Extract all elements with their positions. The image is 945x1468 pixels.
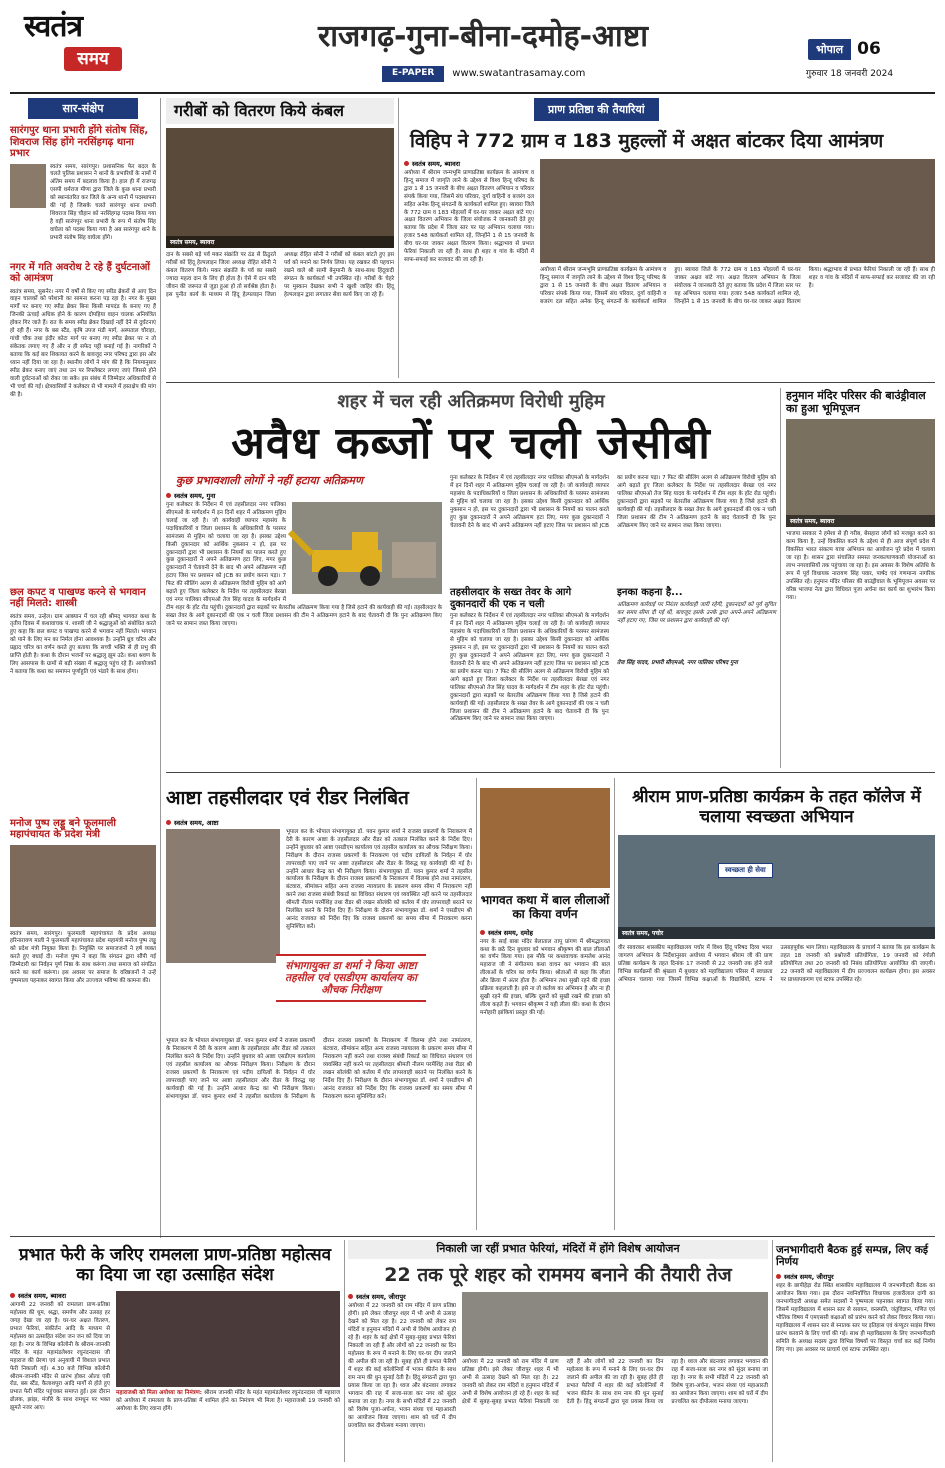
- prabhat-rule: [344, 1240, 345, 1462]
- ashta-story: [166, 778, 472, 1230]
- edition-box: [808, 38, 920, 60]
- edition-city: भोपाल: [808, 39, 851, 60]
- left-article4-title: मनोज पुष्प लड्डू बने फूलमाली महापंचायत के प्रदेश मंत्री: [10, 817, 116, 840]
- byline-dot-icon: [348, 1294, 353, 1299]
- ashta-body-a: भूपाल कर के भोपाल संभागायुक्त डॉ. पवन कुमार शर्मा ने राजस्व प्रकरणों के निराकरण में देरी के कारण आष्टा के तहसीलदार और रीडर को तत्काल निलंबित करने के निर्देश दिए। उन्होंने बुधवार को आष्टा एसडीएम कार्यालय एवं तहसील कार्यालय का औचक निरीक्षण किया। निरीक्षण के दौरान राजस्व प्रकरणों के निराकरण एवं पदीय दायित्वों के निर्वहन में घोर लापरवाही पाए जाने पर आष्टा तहसीलदार और रीडर के विरुद्ध यह कार्यवाही की गई है। उन्होंने आधार केन्द्र का भी निरीक्षण किया। संभागायुक्त डॉ. पवन कुमार शर्मा ने तहसील कार्यालय के निरीक्षण के दौरान राजस्व प्रकरणों के निराकरण में विलम्ब होने तथा नामांतरण, बंटवारा, सीमांकन सहित अन्य राजस्व न्यायालय के प्रकरण समय सीमा में निराकरण नहीं करने तथा राजस्व संबंधी रिकार्ड का विधिवत संधारण एवं व्यवस्थित नहीं करने पर तहसीलदार श्रीमती नीलम परमेंशिंह तथा रीडर श्री लखन सोलंकी को कर्तव्य में घोर लापरवाही बरतने पर निलंबित करने के निर्देश दिए हैं। निरीक्षण के दौरान संभागायुक्त डॉ. शर्मा ने एसडीएम श्री आनंद राजावत को निर्देश दिए कि राजस्व प्रकरणों का समय सीमा में निराकरण करना सुनिश्चित करें।: [286, 828, 472, 931]
- shriram-story: [618, 778, 935, 1230]
- ashta-body-b: भूपाल कर के भोपाल संभागायुक्त डॉ. पवन कुमार शर्मा ने राजस्व प्रकरणों के निराकरण में देरी के कारण आष्टा के तहसीलदार और रीडर को तत्काल निलंबित करने के निर्देश दिए। उन्होंने बुधवार को आष्टा एसडीएम कार्यालय एवं तहसील कार्यालय का औचक निरीक्षण किया। निरीक्षण के दौरान राजस्व प्रकरणों के निराकरण एवं पदीय दायित्वों के निर्वहन में घोर लापरवाही पाए जाने पर आष्टा तहसीलदार और रीडर के विरुद्ध यह कार्यवाही की गई है। उन्होंने आधार केन्द्र का भी निरीक्षण किया। संभागायुक्त डॉ. पवन कुमार शर्मा ने तहसील कार्यालय के निरीक्षण के दौरान राजस्व प्रकरणों के निराकरण में विलम्ब होने तथा नामांतरण, बंटवारा, सीमांकन सहित अन्य राजस्व न्यायालय के प्रकरण समय सीमा में निराकरण नहीं करने तथा राजस्व संबंधी रिकार्ड का विधिवत संधारण एवं व्यवस्थित नहीं करने पर तहसीलदार श्रीमती नीलम परमेंशिंह तथा रीडर श्री लखन सोलंकी को कर्तव्य में घोर लापरवाही बरतने पर निलंबित करने के निर्देश दिए हैं। निरीक्षण के दौरान संभागायुक्त डॉ. शर्मा ने एसडीएम श्री आनंद राजावत को निर्देश दिए कि राजस्व प्रकरणों का समय सीमा में निराकरण करना सुनिश्चित करें।: [166, 1038, 472, 1100]
- bhagwat-rule: [614, 778, 615, 1230]
- prabhat-story: [10, 1240, 340, 1462]
- byline-dot-icon: [10, 1293, 15, 1298]
- group-photo: [10, 845, 156, 927]
- bhagwat-title: भागवत कथा में बाल लीलाओं का किया वर्णन: [480, 893, 610, 921]
- bhagwat-story: [480, 788, 610, 1230]
- blanket-body: दान के सबसे बड़े पर्व मकर संक्रांति पर ठंड से ठिठुरते गरीबों को हिंदू हेल्पलाइन जिला अध्यक्ष रोहित सोनी ने कंबल वितरण किये। मकर संक्रांति के पर्व का सबसे ज्यादा महत्व दान के लिए ही होता है। ऐसे में दान यदि जीवन की जरूरत से जुड़ा हुआ हो तो सर्वश्रेष्ठ होता है। इस पुनीत कार्य के माध्यम से हिंदू हेल्पलाइन जिला अध्यक्ष रोहित सोनी ने गरीबों को कंबल बांटते हुए इस पर्व को मनाने का निर्णय लिया। यह रखकर की पहचान रखने वाले श्री सामी बेनुमानी के साथ-साथ हिंदूवादी संगठन के कार्यकर्ता भी उपस्थित रहे। गरीबों के चेहरे पर मुस्कान देखकर सभी ने खुशी जाहिर की। हिंदू हेल्पलाइन द्वारा लगातार सेवा कार्य किए जा रहे हैं।: [166, 252, 394, 299]
- logo-bottom: समय: [77, 48, 109, 69]
- prabhat-byline: स्वतंत्र समय, ब्यावरा: [10, 1291, 110, 1300]
- left-article3-title: छल कपट व पाखण्ड करने से भगवान नहीं मिलते: शास्त्री: [10, 586, 146, 609]
- quote-head: इनका कहना है...: [617, 587, 683, 599]
- bhagwat-byline: स्वतंत्र समय, दमोह: [480, 928, 610, 937]
- byline-dot-icon: [776, 1274, 781, 1279]
- shriram-photo: [618, 835, 935, 939]
- prabhat-inline-head: महाराजश्री को मिला अयोध्या का निमंत्रण:: [116, 1390, 203, 1397]
- officer-photo: [10, 164, 46, 208]
- jirapur-byline: स्वतंत्र समय, जीरापुर: [348, 1292, 456, 1301]
- encroach-rule: [780, 388, 781, 768]
- prabhat-photo: [116, 1291, 340, 1387]
- blanket-story: [166, 98, 394, 378]
- jirapur-story: [348, 1240, 768, 1462]
- vhp-story: [404, 98, 935, 378]
- byline-dot-icon: [404, 161, 409, 166]
- vhp-body-a: अयोध्या में श्रीराम जन्मभूमि प्राणप्रतिष्ठा कार्यक्रम के आमंत्रण व हिन्दू समाज में जागृति लाने के उद्देश्य से विश्व हिन्दू परिषद के द्वारा 1 से 15 जनवरी के बीच अक्षत वितरण अभियान व परिवार संपर्क किया गया, जिसमें संघ परिवार, दुर्गा वाहिनी व बजरंग दल सहित अनेक हिन्दू संगठनों के कार्यकर्ता शामिल हुए। ब्यावरा जिले के 772 ग्राम व 183 मोहल्लों में घर-घर जाकर अक्षत बांटे गए। अक्षत वितरण अभियान के जिला संयोजक ने जानकारी देते हुए बताया कि प्रदेश में जिला स्तर पर यह अभियान चलाया गया। हजार 548 कार्यकर्ता शामिल रहे, जिन्होंने 1 से 15 जनवरी के बीच घर-घर जाकर अक्षत वितरण किया। श्रद्धाभाव से प्रभात फेरियां निकाली जा रही हैं। साथ ही शहर व गांव के मंदिरों में साफ-सफाई कर सजावट की जा रही है।: [404, 169, 534, 264]
- encroach-body-a: गुना कलेक्टर के निर्देशन में एवं तहसीलदार नगर पालिका सीएमओ के मार्गदर्शन में इन दिनों शहर में अतिक्रमण मुहिम चलाई जा रही है। जो कार्यवाही व्यापार महासंघ के पदाधिकारियों व जिला प्रशासन के अधिकारियों के परस्पर सामंजस्य से मुहिम को चलाया जा रहा है। इसका उद्देश्य किसी दुकानदार को आर्थिक नुकसान न हो, इस पर दुकानदारों द्वारा भी प्रशासन के नियमों का पालन करते हुए कुछ दुकानदारों ने अपने अतिक्रमण हटा लिए, मगर कुछ दुकानदारों ने चेतावनी देने के बाद भी अपने अतिक्रमण नहीं हटाए जिस पर प्रशासन को JCB का प्रयोग करना पड़ा। 7 फिट की सीलिंग अलग से अतिक्रमण विरोधी मुहिम को आगे बढ़ाते हुए जिला कलेक्टर के निर्देश पर तहसीलदार बेरखा एवं नगर पालिका सीएमओ तेज सिंह यादव के मार्गदर्शन में टीम शहर के हॉट रोड पहुंची। दुकानदारों द्वारा सड़कों पर बेतरतीब अतिक्रमण किया गया है जिसे हटाने की कार्यवाही की गई। तहसीलदार के सख्त तेवर के आगे दुकानदारों की एक न चली जिला प्रशासन की टीम ने अतिक्रमण हटाने के बाद चेतावनी दी कि पुनः अतिक्रमण किए जाने पर सामान जब्त किया जाएगा।: [166, 501, 442, 627]
- ashta-pullquote: संभागायुक्त डा शर्मा ने किया आष्टा तहसील एवं एसडीएम कार्यालय का औचक निरीक्षण: [276, 954, 426, 1002]
- blanket-rule: [398, 98, 399, 378]
- jirapur-photo: [462, 1292, 768, 1356]
- jan-title: जनभागीदारी बैठक हुई सम्पन्न, लिए कई निर्णय: [776, 1244, 929, 1269]
- jirapur-title: 22 तक पूरे शहर को राममय बनाने की तैयारी तेज: [384, 1263, 732, 1286]
- masthead-rule: [10, 92, 935, 94]
- hanuman-photo: [786, 419, 935, 527]
- blanket-photo: [166, 128, 394, 248]
- bhagwat-body: नगर के साईं बाबा मंदिर बेलाताल तापू प्रांगण में श्रीमद्भागवत कथा के छठे दिन बुधवार को भगवान श्रीकृष्ण की बाल लीलाओं का वर्णन किया गया। इस मौके पर कथावाचक कमलेश आनंद महाराज जी ने संगीतमय कथा वाचन कर भगवान की बाल लीलाओं के चरित्र का वर्णन किया। श्रोताओं से कहा कि लीला और क्रिया में अंतर होता है। अभिमान तथा सुखी रहने की इच्छा प्रक्रिया कहलाती है। इसे ना तो कर्तव्य का अभिमान है और ना ही सुखी रहने की इच्छा, बल्कि दूसरों को सुखी रखने की इच्छा को लीला कहते हैं। भगवान श्रीकृष्ण ने यही लीला की। कथा के दौरान मनोहारी झांकियां प्रस्तुत की गईं।: [480, 938, 610, 1017]
- swachh-banner: स्वच्छता ही सेवा: [718, 863, 773, 878]
- bhagwat-photo: [480, 788, 610, 888]
- vhp-photo: [540, 159, 935, 263]
- byline-dot-icon: [166, 493, 171, 498]
- shriram-body: वीर सावरकर शासकीय महाविद्यालय पचोर में विश्व हिंदू परिषद दिव्य भारत जागरण अभियान के निर्देशानुसार अयोध्या में भगवान श्रीराम जी की प्राण प्रतिष्ठा कार्यक्रम के तहत दिनांक 17 जनवरी से 22 जनवरी तक होने वाले विभिन्न कार्यक्रमों की श्रृंखला में बुधवार को महाविद्यालय परिसर में स्वच्छता अभियान चलाया गया जिसमें विभिन्न कक्षाओं के विद्यार्थियों, स्टाफ ने उत्साहपूर्वक भाग लिया। महाविद्यालय के प्राचार्य ने बताया कि इस कार्यक्रम के तहत 18 जनवरी को प्रश्नोत्तरी प्रतियोगिता, 19 जनवरी को रंगोली प्रतियोगिता तथा 20 जनवरी को निबंध प्रतियोगिता आयोजित की जाएगी। 22 जनवरी को महाविद्यालय में दीप प्रज्ज्वलन कार्यक्रम होगा। इस अवसर पर प्राध्यापकगण एवं स्टाफ उपस्थित रहे।: [618, 945, 935, 983]
- encroach-title: अवैध कब्जों पर चली जेसीबी: [231, 417, 711, 469]
- ashta-rule: [476, 778, 477, 1230]
- encroach-story: [166, 388, 776, 768]
- row3-rule: [10, 1236, 935, 1237]
- shriram-title: श्रीराम प्राण-प्रतिष्ठा कार्यक्रम के तहत कॉलेज में चलाया स्वच्छता अभियान: [632, 787, 921, 827]
- quote-by: तेज सिंह यादव, प्रभारी सीएमओ, नगर पालिका परिषद गुना: [617, 659, 738, 666]
- jan-story: [776, 1244, 935, 1462]
- row2-rule: [166, 772, 935, 773]
- prabhat-body-b: [116, 1390, 340, 1438]
- masthead-title: राजगढ़-गुना-बीना-दमोह-आष्टा: [317, 19, 649, 54]
- masthead: [0, 0, 945, 92]
- left-column: [10, 98, 156, 1238]
- jirapur-kicker: निकाली जा रहीं प्रभात फेरियां, मंदिरों में होंगे विशेष आयोजन: [348, 1240, 768, 1259]
- issue-date: गुरुवार 18 जनवरी 2024: [806, 69, 894, 79]
- prabhat-title: प्रभात फेरी के जरिए रामलला प्राण-प्रतिष्ठा महोत्सव का दिया जा रहा उत्साहित संदेश: [18, 1245, 332, 1285]
- jirapur-body-b: अयोध्या में 22 जनवरी को राम मंदिर में प्राण प्रतिष्ठा होगी। इसे लेकर जीरापुर शहर में भी अभी से उत्साह देखने को मिल रहा है। 22 जनवरी को लेकर राम मंदिरों व हनुमान मंदिरों में अभी से विशेष आयोजन हो रहे हैं। शहर के कई क्षेत्रों में सुबह-सुबह प्रभात फेरियां निकाली जा रही हैं और लोगों को 22 जनवरी का दिन महोत्सव के रूप में मनाने के लिए घर-घर दीप जलाने की अपील की जा रही है। सुबह होते ही प्रभात फेरियों में शहर की कई कॉलोनियों में भजन कीर्तन के साथ राम नाम की धुन सुनाई देती है। हिंदू संगठनों द्वारा पूरा प्रयास किया जा रहा है। ध्वज और बंदनवार लगाकर भगवान की राह में सजा-सजा कर नगर को सुंदर बनाया जा रहा है। नगर के सभी मंदिरों में 22 जनवरी को विशेष पूजा-अर्चना, भजन संध्या एवं महाआरती का आयोजन किया जाएगा। शाम को घरों में दीप प्रज्वलित कर दीपोत्सव मनाया जाएगा।: [462, 1359, 768, 1406]
- epaper-label: E-PAPER: [382, 66, 444, 82]
- left-article3-body: स्वतंत्र समय, उन्हेल। ग्राम आक्यान में चल रही श्रीमद् भागवत कथा के तृतीय दिवस में कथावाचक पं. शास्त्री जी ने श्रद्धालुओं को संबोधित करते हुए कहा कि छल कपट व पाखण्ड करने से भगवान नहीं मिलते। भगवान को पाने के लिए मन का निर्मल होना आवश्यक है। उन्होंने ध्रुव चरित्र और प्रह्लाद चरित्र का वर्णन करते हुए बताया कि सच्ची भक्ति से ही प्रभु की प्राप्ति होती है। कथा के दौरान भजनों पर श्रद्धालु झूम उठे। कथा श्रवण के लिए आसपास के ग्रामों से बड़ी संख्या में श्रद्धालु पहुंच रहे हैं। आयोजकों ने बताया कि कथा का समापन पूर्णाहुति एवं भंडारे के साथ होगा।: [10, 613, 156, 676]
- jirapur-body-a: अयोध्या में 22 जनवरी को राम मंदिर में प्राण प्रतिष्ठा होगी। इसे लेकर जीरापुर शहर में भी अभी से उत्साह देखने को मिल रहा है। 22 जनवरी को लेकर राम मंदिरों व हनुमान मंदिरों में अभी से विशेष आयोजन हो रहे हैं। शहर के कई क्षेत्रों में सुबह-सुबह प्रभात फेरियां निकाली जा रही हैं और लोगों को 22 जनवरी का दिन महोत्सव के रूप में मनाने के लिए घर-घर दीप जलाने की अपील की जा रही है। सुबह होते ही प्रभात फेरियों में शहर की कई कॉलोनियों में भजन कीर्तन के साथ राम नाम की धुन सुनाई देती है। हिंदू संगठनों द्वारा पूरा प्रयास किया जा रहा है। ध्वज और बंदनवार लगाकर भगवान की राह में सजा-सजा कर नगर को सुंदर बनाया जा रहा है। नगर के सभी मंदिरों में 22 जनवरी को विशेष पूजा-अर्चना, भजन संध्या एवं महाआरती का आयोजन किया जाएगा। शाम को घरों में दीप प्रज्वलित कर दीपोत्सव मनाया जाएगा।: [348, 1303, 456, 1429]
- shriram-photo-caption: स्वतंत्र समय, पचोर: [618, 927, 935, 939]
- blanket-photo-caption: स्वतंत्र समय, ब्यावरा: [166, 236, 394, 248]
- left-article4-body: स्वतंत्र समय, सारंगपुर। फूलमाली महापंचायत के प्रदेश अध्यक्ष हरिनारायण माली ने फूलमाली महापंचायत प्रदेश महामंत्री मनोज पुष्प लड्डू को प्रदेश मंत्री नियुक्त किया है। नियुक्ति पर समाजजनों ने हर्ष व्यक्त करते हुए बधाई दी। मनोज पुष्प ने कहा कि संगठन द्वारा सौंपी गई जिम्मेदारी का निर्वहन पूर्ण निष्ठा के साथ करूंगा तथा समाज को संगठित करने का कार्य करूंगा। इस अवसर पर समाज के वरिष्ठजनों ने उन्हें पुष्पमाला पहनाकर स्वागत किया और उज्ज्वल भविष्य की कामना की।: [10, 930, 156, 985]
- row1-rule: [166, 382, 935, 383]
- ashta-byline: स्वतंत्र समय, आष्टा: [166, 818, 472, 827]
- vhp-byline: स्वतंत्र समय, ब्यावरा: [404, 159, 534, 168]
- tehsil-subhead: तहसीलदार के सख्त तेवर के आगे दुकानदारों की एक न चली: [450, 587, 572, 610]
- jan-body: शहर के छापीहेड़ा रोड स्थित शासकीय महाविद्यालय में जनभागीदारी बैठक का आयोजन किया गया। इस दौरान नवनिर्वाचित विधायक हजारीलाल दांगी का जनभागीदारी अध्यक्ष समेत सदस्यों ने पुष्पमाला पहनाकर स्वागत किया गया। जिसमें महाविद्यालय में शासन स्तर से रसायन, वनस्पति, जंतुविज्ञान, गणित एवं भौतिक विषय में एमएससी कक्षाओं को प्रारंभ करने को लेकर विचार किया गया। महाविद्यालय में शासन स्तर से स्नातक स्तर पर इतिहास एवं कंप्यूटर साइंस विषय प्रारंभ करवाने के लिए चर्चा की गई। साथ ही महाविद्यालय के लिए जनभागीदारी समिति के अध्यक्ष सदस्य द्वारा विभिन्न विषयों पर विस्तृत चर्चा कर कई निर्णय लिए गए। इस अवसर पर प्राचार्य एवं स्टाफ उपस्थित रहा।: [776, 1283, 935, 1353]
- ashta-title: आष्टा तहसीलदार एवं रीडर निलंबित: [166, 787, 409, 809]
- byline-dot-icon: [480, 930, 485, 935]
- left-article1-body: स्वतंत्र समय, सारंगपुर। प्रशासनिक फेर बदल के चलते पुलिस प्रशासन ने थानों के प्रभारियों के नामों में अंतिम समय में बदलाव किया है। हाल ही में राजगढ़ एसपी धर्मराज मीणा द्वारा जिले के कुछ थाना प्रभारी को स्थानांतरित कर जिले के अन्य थानों में पदस्थापना की गई है जिसके चलते सारंगपुर थाना प्रभारी शिवराज सिंह चौहान को नरसिंहगढ़ पदस्थ किया गया है वहीं सारंगपुर थाना प्रभारी के रूप में संतोष सिंह वाघेला को पदस्थ किया गया है अब सारंगपुर थाने के प्रभारी संतोष सिंह वाघेला होंगे।: [50, 163, 156, 241]
- pran-tag: प्राण प्रतिष्ठा की तैयारियां: [534, 98, 659, 121]
- hanuman-title: हनुमान मंदिर परिसर की बाउंड्रीवाल का हुआ भूमिपूजन: [786, 389, 926, 415]
- prabhat-inline-body: श्रीराम जानकी मंदिर के महंत महामंडलेश्वर रघुनंदनदास जी महाराज को अयोध्या में रामलला के प्राण-प्रतिष्ठा में शामिल होने का निमंत्रण भी मिला है। महाराजश्री 19 जनवरी को अयोध्या के लिए रवाना होंगे।: [116, 1390, 340, 1412]
- hanuman-story: [786, 390, 935, 768]
- epaper-strip: [382, 66, 760, 82]
- encroach-body-b: गुना कलेक्टर के निर्देशन में एवं तहसीलदार नगर पालिका सीएमओ के मार्गदर्शन में इन दिनों शहर में अतिक्रमण मुहिम चलाई जा रही है। जो कार्यवाही व्यापार महासंघ के पदाधिकारियों व जिला प्रशासन के अधिकारियों के परस्पर सामंजस्य से मुहिम को चलाया जा रहा है। इसका उद्देश्य किसी दुकानदार को आर्थिक नुकसान न हो, इस पर दुकानदारों द्वारा भी प्रशासन के नियमों का पालन करते हुए कुछ दुकानदारों ने अपने अतिक्रमण हटा लिए, मगर कुछ दुकानदारों ने चेतावनी देने के बाद भी अपने अतिक्रमण नहीं हटाए जिस पर प्रशासन को JCB का प्रयोग करना पड़ा। 7 फिट की सीलिंग अलग से अतिक्रमण विरोधी मुहिम को आगे बढ़ाते हुए जिला कलेक्टर के निर्देश पर तहसीलदार बेरखा एवं नगर पालिका सीएमओ तेज सिंह यादव के मार्गदर्शन में टीम शहर के हॉट रोड पहुंची। दुकानदारों द्वारा सड़कों पर बेतरतीब अतिक्रमण किया गया है जिसे हटाने की कार्यवाही की गई। तहसीलदार के सख्त तेवर के आगे दुकानदारों की एक न चली जिला प्रशासन की टीम ने अतिक्रमण हटाने के बाद चेतावनी दी कि पुनः अतिक्रमण किए जाने पर सामान जब्त किया जाएगा।: [450, 475, 776, 529]
- hanuman-body: भाजपा सरकार ने हमेशा से ही गरीब, बेसहारा लोगों को मजबूत करने का काम किया है, उन्हें विकसित करने के उद्देश्य से ही आज संपूर्ण प्रदेश में विकसित भारत संकल्प यात्रा अभियान का आयोजन पूरे प्रदेश में चलाया जा रहा है। शासन द्वारा संचालित समस्त जनकल्याणकारी योजनाओं का लाभ नगरवासियों तक पहुंचाया जा रहा है। इस अवसर के विशेष अतिथि के रूप में पूर्व विधायक नारायण सिंह पवार, पार्षद एवं गणमान्य नागरिक उपस्थित रहे। हनुमान मंदिर परिसर की बाउंड्रीवाल के भूमिपूजन अवसर पर वरिष्ठ भाजपा नेता द्वारा विधिवत पूजा अर्चना कर कार्य का शुभारंभ किया गया।: [786, 531, 935, 601]
- left-article2-title: नगर में गति अवरोध टे रहे हैं दुर्घटनाओं को आमंत्रण: [10, 261, 150, 284]
- left-article1-title: सारंगपुर थाना प्रभारी होंगे संतोष सिंह, शिवराज सिंह होंगे नरसिंहगढ़ थाना प्रभार: [10, 125, 149, 159]
- vhp-title: विहिप ने 772 ग्राम व 183 मुहल्लों में अक्षत बांटकर दिया आमंत्रण: [410, 130, 884, 152]
- ashta-photo: [166, 829, 280, 963]
- left-col-rule: [160, 98, 161, 1238]
- encroach-sub: कुछ प्रभावशाली लोगों ने नहीं हटाया अतिक्रमण: [176, 474, 363, 488]
- jirapur-rule: [772, 1240, 773, 1462]
- jan-byline: स्वतंत्र समय, जीरापुर: [776, 1272, 935, 1281]
- logo-top: स्वतंत्र: [24, 9, 83, 44]
- encroach-kicker: शहर में चल रही अतिक्रमण विरोधी मुहिम: [337, 391, 605, 412]
- jcb-icon: [292, 502, 442, 594]
- byline-dot-icon: [166, 820, 171, 825]
- saar-tag: सार-संक्षेप: [28, 98, 138, 119]
- blanket-title: गरीबों को वितरण किये कंबल: [166, 98, 394, 124]
- vhp-body-b: अयोध्या में श्रीराम जन्मभूमि प्राणप्रतिष्ठा कार्यक्रम के आमंत्रण व हिन्दू समाज में जागृति लाने के उद्देश्य से विश्व हिन्दू परिषद के द्वारा 1 से 15 जनवरी के बीच अक्षत वितरण अभियान व परिवार संपर्क किया गया, जिसमें संघ परिवार, दुर्गा वाहिनी व बजरंग दल सहित अनेक हिन्दू संगठनों के कार्यकर्ता शामिल हुए। ब्यावरा जिले के 772 ग्राम व 183 मोहल्लों में घर-घर जाकर अक्षत बांटे गए। अक्षत वितरण अभियान के जिला संयोजक ने जानकारी देते हुए बताया कि प्रदेश में जिला स्तर पर यह अभियान चलाया गया। हजार 548 कार्यकर्ता शामिल रहे, जिन्होंने 1 से 15 जनवरी के बीच घर-घर जाकर अक्षत वितरण किया। श्रद्धाभाव से प्रभात फेरियां निकाली जा रही हैं। साथ ही शहर व गांव के मंदिरों में साफ-सफाई कर सजावट की जा रही है।: [540, 266, 935, 305]
- left-article2-body: स्वतंत्र समय, सुसनेर। नगर में वर्षों से किए गए स्पीड ब्रेकरों से आए दिन वाहन चालकों को परेशानी का सामना करना पड़ रहा है। नगर के मुख्य मार्गों पर बनाए गए स्पीड ब्रेकर बिना किसी मापदंड के बनाए गए हैं जिनकी ऊंचाई अधिक होने के कारण दोपहिया वाहन चालक अनियंत्रित होकर गिर जाते हैं। रात के समय स्पीड ब्रेकर दिखाई नहीं देने से दुर्घटनाएं हो रही हैं। नगर के बस स्टैंड, कृषि उपज मंडी मार्ग, अस्पताल चौराहा, गांधी चौक तथा इंदौर कोटा मार्ग पर बनाए गए स्पीड ब्रेकर पर न तो संकेतक लगाए गए हैं और न ही सफेद पट्टी बनाई गई है। नागरिकों ने बताया कि कई बार शिकायत करने के बावजूद नगर परिषद द्वारा इस ओर ध्यान नहीं दिया जा रहा है। स्थानीय लोगों ने मांग की है कि नियमानुसार स्पीड ब्रेकर बनाए जाएं तथा उन पर रिफ्लेक्टर लगाए जाएं जिससे होने वाली दुर्घटनाओं को रोका जा सके। इस संबंध में जिम्मेदार अधिकारियों से भी चर्चा की गई। क्षेत्रवासियों ने कलेक्टर से भी मामले में हस्तक्षेप की मांग की है।: [10, 288, 156, 398]
- jcb-photo: [292, 502, 442, 594]
- encroach-byline: स्वतंत्र समय, गुना: [166, 491, 442, 500]
- hanuman-photo-caption: स्वतंत्र समय, ब्यावरा: [786, 515, 935, 527]
- prabhat-body-a: आगामी 22 जनवरी को रामलला प्राण-प्रतिष्ठा महोत्सव की धूम, श्रद्धा, समर्पण और उत्साह हर जगह देखा जा रहा है। घर-घर अक्षत वितरण, प्रभात फेरियां, संकीर्तन आदि के माध्यम से महोत्सव का उत्साहित संदेश जन जन को दिया जा रहा है। नगर के विभिन्न कॉलोनी के श्रीराम-जानकी मंदिर के महंत महामंडलेश्वर रघुनंदनदास जी महाराज की प्रेरणा एवं अनुयायी में विशाल प्रभात फेरी निकाली गई। 4.30 बजे विभिन्न कॉलोनी श्रीराम-जानकी मंदिर से प्रारंभ होकर ओल्ड एबी रोड, बस स्टैंड, कैलाशपुरा आदि मार्गों से होते हुए प्रभात फेरी मंदिर पहुंचकर समाप्त हुई। इस दौरान ढोलक, झांझ, मंजीरे के साथ रामधुन पर भक्त झूमते नजर आए।: [10, 1302, 110, 1412]
- logo: [24, 10, 132, 82]
- logo-bottom-badge: [64, 47, 122, 71]
- site-url[interactable]: www.swatantrasamay.com: [452, 68, 586, 79]
- encroach-body-c: गुना कलेक्टर के निर्देशन में एवं तहसीलदार नगर पालिका सीएमओ के मार्गदर्शन में इन दिनों शहर में अतिक्रमण मुहिम चलाई जा रही है। जो कार्यवाही व्यापार महासंघ के पदाधिकारियों व जिला प्रशासन के अधिकारियों के परस्पर सामंजस्य से मुहिम को चलाया जा रहा है। इसका उद्देश्य किसी दुकानदार को आर्थिक नुकसान न हो, इस पर दुकानदारों द्वारा भी प्रशासन के नियमों का पालन करते हुए कुछ दुकानदारों ने अपने अतिक्रमण हटा लिए, मगर कुछ दुकानदारों ने चेतावनी देने के बाद भी अपने अतिक्रमण नहीं हटाए जिस पर प्रशासन को JCB का प्रयोग करना पड़ा। 7 फिट की सीलिंग अलग से अतिक्रमण विरोधी मुहिम को आगे बढ़ाते हुए जिला कलेक्टर के निर्देश पर तहसीलदार बेरखा एवं नगर पालिका सीएमओ तेज सिंह यादव के मार्गदर्शन में टीम शहर के हॉट रोड पहुंची। दुकानदारों द्वारा सड़कों पर बेतरतीब अतिक्रमण किया गया है जिसे हटाने की कार्यवाही की गई। तहसीलदार के सख्त तेवर के आगे दुकानदारों की एक न चली जिला प्रशासन की टीम ने अतिक्रमण हटाने के बाद चेतावनी दी कि पुनः अतिक्रमण किए जाने पर सामान जब्त किया जाएगा।: [450, 613, 609, 723]
- quote-body: अतिक्रमण कार्रवाई पर निरंतर कार्यवाही जारी रहेगी, दुकानदारों को पूर्व सूचित कर समय सीमा दी गई थी, बावजूद इसके उनके द्वारा अपने-अपने अतिक्रमण नहीं हटाए गए, जिस पर प्रशासन द्वारा कार्यवाही की गई।: [617, 601, 776, 624]
- page-number: 06: [857, 39, 881, 59]
